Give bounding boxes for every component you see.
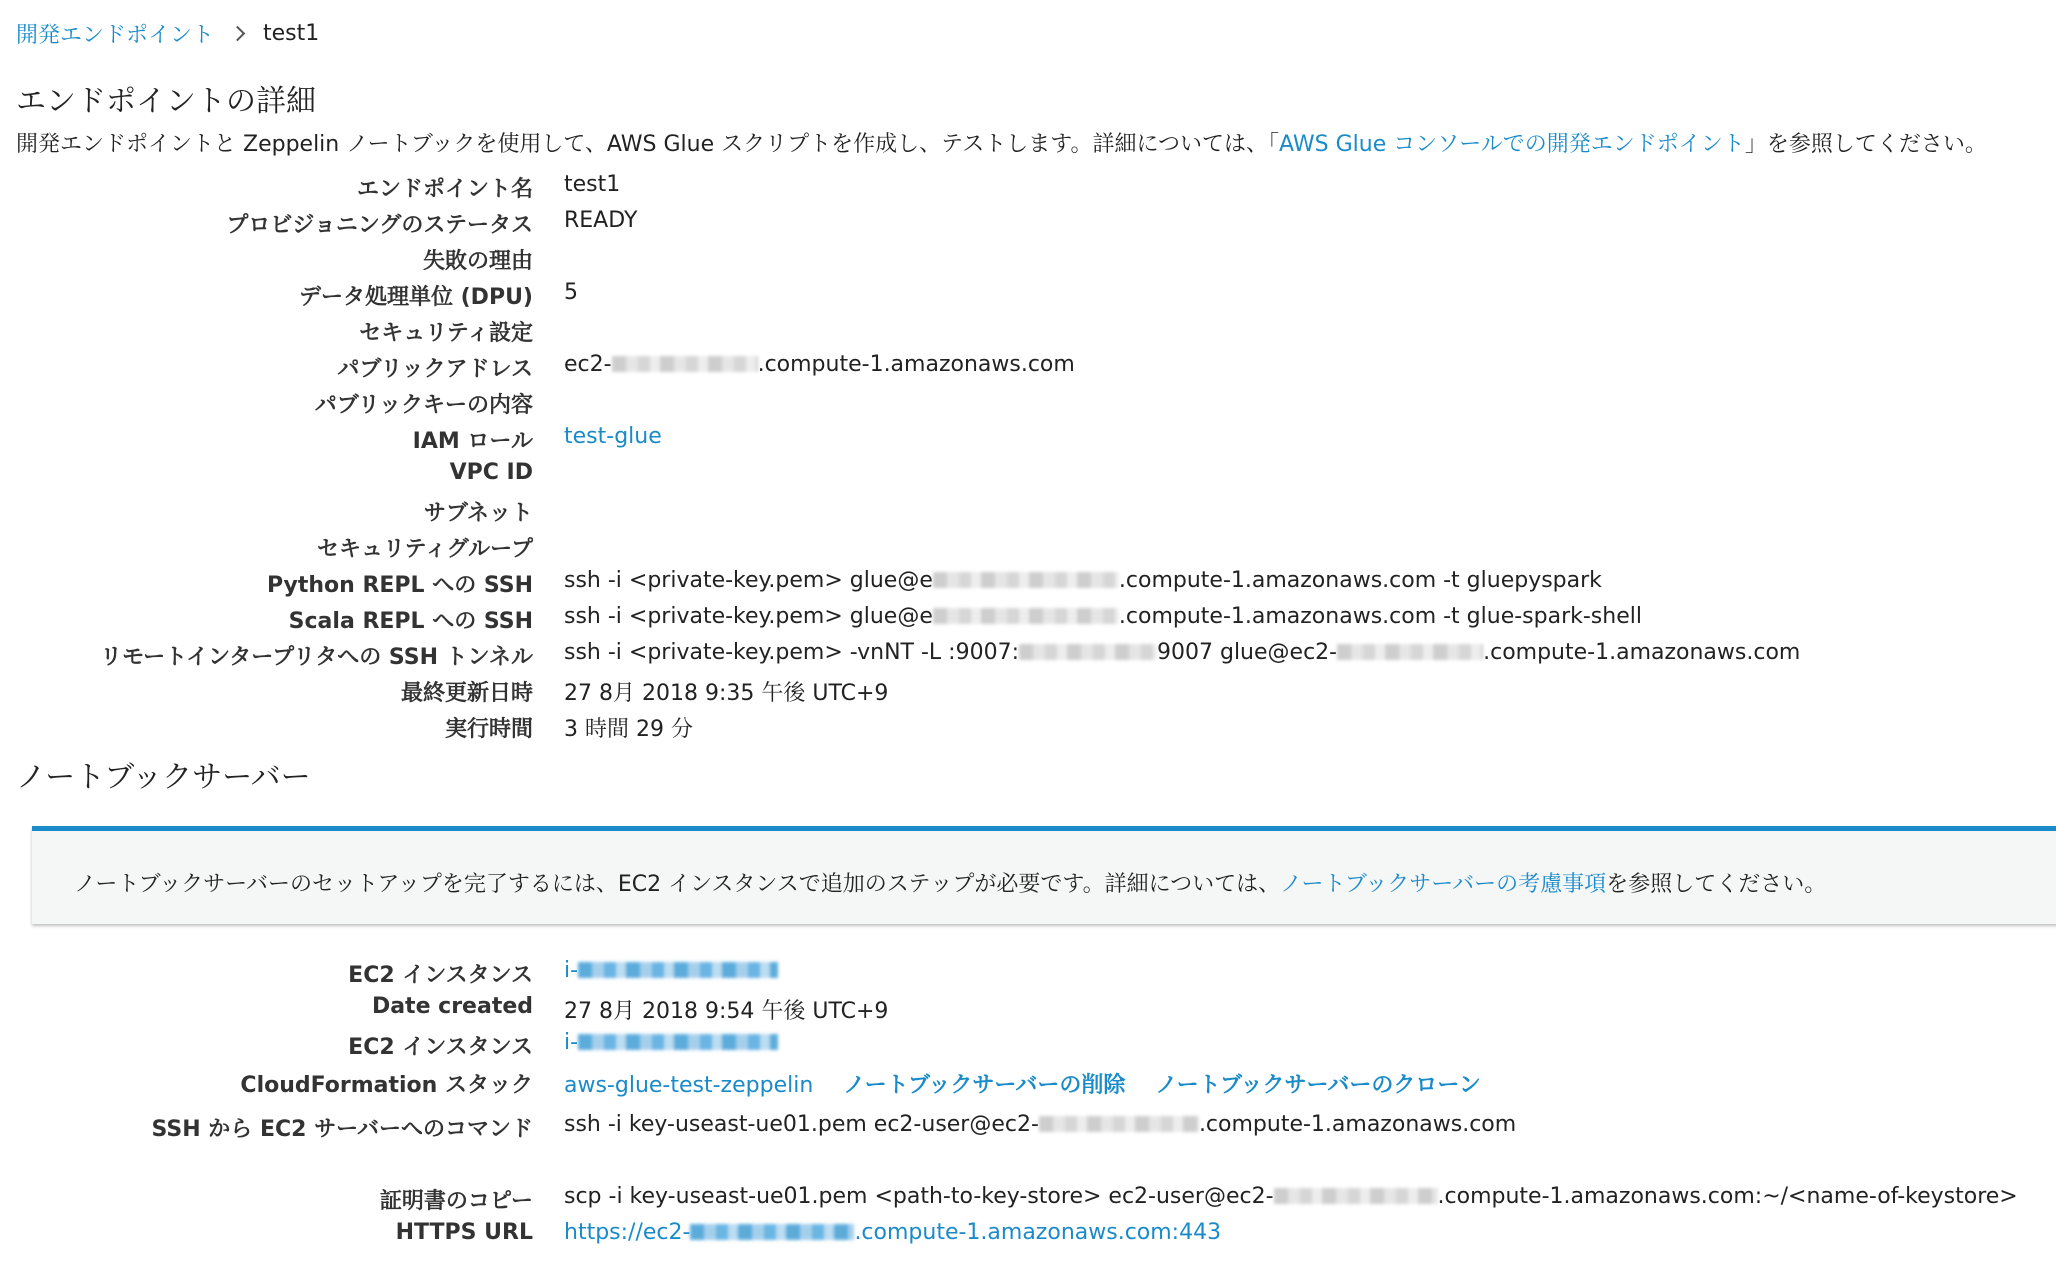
row-dpu [0, 280, 2056, 316]
notice-text [74, 867, 1826, 898]
cloudformation-stack-value [564, 1068, 1481, 1099]
python-repl-ssh-value [564, 568, 1602, 593]
delete-notebook-server-button[interactable]: ノートブックサーバーの削除 [843, 1073, 1126, 1098]
row-failure-reason [0, 244, 2056, 280]
row-cloudformation-stack [0, 1068, 2056, 1104]
row-label: 失敗の理由 [422, 249, 533, 274]
ec2-instance-link[interactable] [564, 958, 778, 983]
value-prefix: ssh -i <private-key.pem> glue@e [564, 568, 933, 593]
breadcrumb [16, 18, 319, 49]
row-label: エンドポイント名 [356, 177, 533, 202]
copy-certificate-value [564, 1184, 2018, 1209]
value-prefix: ssh -i <private-key.pem> -vnNT -L :9007: [564, 640, 1019, 665]
row-date-created [0, 994, 2056, 1030]
row-label: 実行時間 [444, 717, 533, 742]
row-copy-certificate [0, 1184, 2056, 1220]
endpoint-details-title: エンドポイントの詳細 [16, 84, 316, 119]
description-prefix: 開発エンドポイントと Zeppelin ノートブックを使用して、AWS Glue スクリプトを作成し、テストします。詳細については、「 [16, 132, 1280, 157]
redacted-text [578, 1034, 778, 1050]
redacted-text [933, 572, 1119, 588]
row-label: プロビジョニングのステータス [226, 213, 533, 238]
row-label: リモートインタープリタへの SSH トンネル [100, 645, 533, 670]
redacted-text [578, 962, 778, 978]
row-ec2-instance-2 [0, 1030, 2056, 1066]
row-public-address [0, 352, 2056, 388]
description-suffix: 」を参照してください。 [1744, 132, 1987, 157]
row-scala-repl-ssh [0, 604, 2056, 640]
ec2-instance-link[interactable] [564, 1030, 778, 1055]
row-label: CloudFormation スタック [240, 1073, 533, 1098]
run-time-value: 3 時間 29 分 [564, 717, 693, 742]
row-subnet [0, 496, 2056, 532]
row-ssh-ec2-command [0, 1112, 2056, 1148]
row-label: パブリックキーの内容 [314, 393, 533, 418]
dpu-value: 5 [564, 280, 578, 305]
value-middle: 9007 glue@ec2- [1157, 640, 1338, 665]
row-label: 証明書のコピー [379, 1189, 533, 1214]
row-label: Python REPL への SSH [266, 573, 533, 598]
https-url-link[interactable] [564, 1220, 1221, 1245]
row-endpoint-name [0, 172, 2056, 208]
row-iam-role [0, 424, 2056, 460]
row-label: HTTPS URL [395, 1220, 533, 1245]
row-label: 最終更新日時 [400, 681, 533, 706]
value-suffix: .compute-1.amazonaws.com [757, 352, 1075, 377]
redacted-text [1019, 644, 1157, 660]
breadcrumb-current: test1 [263, 21, 320, 46]
scala-repl-ssh-value [564, 604, 1642, 629]
value-suffix: .compute-1.amazonaws.com [1483, 640, 1801, 665]
chevron-right-icon [230, 26, 246, 42]
notebook-info-notice [32, 826, 2056, 924]
row-ssh-tunnel [0, 640, 2056, 676]
row-https-url [0, 1220, 2056, 1256]
notebook-considerations-link[interactable]: ノートブックサーバーの考慮事項 [1280, 872, 1607, 897]
row-label: VPC ID [449, 460, 533, 485]
ssh-ec2-command-value [564, 1112, 1516, 1137]
row-label: Scala REPL への SSH [288, 609, 533, 634]
value-suffix: .compute-1.amazonaws.com:443 [854, 1220, 1222, 1245]
row-label: EC2 インスタンス [348, 1035, 533, 1060]
row-vpc-id [0, 460, 2056, 496]
row-label: データ処理単位 (DPU) [298, 285, 533, 310]
breadcrumb-dev-endpoints-link[interactable]: 開発エンドポイント [16, 23, 215, 48]
public-address-value [564, 352, 1075, 377]
value-prefix: ec2- [564, 352, 612, 377]
value-prefix: ssh -i key-useast-ue01.pem ec2-user@ec2- [564, 1112, 1039, 1137]
iam-role-link[interactable]: test-glue [564, 424, 662, 449]
date-created-value: 27 8月 2018 9:54 午後 UTC+9 [564, 999, 889, 1024]
row-label: IAM ロール [412, 429, 533, 454]
row-label: セキュリティ設定 [359, 321, 533, 346]
value-suffix: .compute-1.amazonaws.com [1198, 1112, 1517, 1137]
redacted-text [1039, 1116, 1199, 1132]
value-prefix: scp -i key-useast-ue01.pem <path-to-key-store> ec2-user@ec2- [564, 1184, 1274, 1209]
notice-prefix: ノートブックサーバーのセットアップを完了するには、EC2 インスタンスで追加のステップが必要です。詳細については、 [74, 872, 1281, 897]
row-label: セキュリティグループ [316, 537, 533, 562]
dev-endpoint-docs-link[interactable]: AWS Glue コンソールでの開発エンドポイント [1279, 132, 1745, 157]
clone-notebook-server-button[interactable]: ノートブックサーバーのクローン [1155, 1073, 1481, 1098]
row-label: パブリックアドレス [337, 357, 533, 382]
row-public-key [0, 388, 2056, 424]
value-prefix: i- [564, 958, 579, 983]
notebook-server-title: ノートブックサーバー [16, 760, 311, 795]
redacted-text [1337, 644, 1483, 660]
row-label: EC2 インスタンス [348, 963, 533, 988]
value-prefix: i- [564, 1030, 579, 1055]
redacted-text [690, 1224, 854, 1240]
row-security-group [0, 532, 2056, 568]
value-suffix: .compute-1.amazonaws.com:~/<name-of-keystore> [1437, 1184, 2018, 1209]
row-python-repl-ssh [0, 568, 2056, 604]
row-run-time [0, 712, 2056, 748]
notice-suffix: を参照してください。 [1606, 872, 1827, 897]
cloudformation-stack-link[interactable]: aws-glue-test-zeppelin [564, 1073, 814, 1098]
endpoint-name-value: test1 [564, 172, 621, 197]
row-label: Date created [371, 994, 533, 1019]
row-last-updated [0, 676, 2056, 712]
row-provisioning-status [0, 208, 2056, 244]
redacted-text [933, 608, 1119, 624]
last-updated-value: 27 8月 2018 9:35 午後 UTC+9 [564, 681, 889, 706]
redacted-text [1274, 1188, 1438, 1204]
row-label: SSH から EC2 サーバーへのコマンド [151, 1117, 533, 1142]
row-ec2-instance [0, 958, 2056, 994]
row-security-config [0, 316, 2056, 352]
value-suffix: .compute-1.amazonaws.com -t glue-spark-shell [1118, 604, 1642, 629]
ssh-tunnel-value [564, 640, 1800, 665]
provisioning-status-value: READY [564, 208, 638, 233]
redacted-text [612, 356, 758, 372]
row-label: サブネット [423, 501, 533, 526]
value-prefix: ssh -i <private-key.pem> glue@e [564, 604, 933, 629]
value-prefix: https://ec2- [564, 1220, 691, 1245]
endpoint-details-description [16, 127, 1987, 158]
value-suffix: .compute-1.amazonaws.com -t gluepyspark [1118, 568, 1602, 593]
